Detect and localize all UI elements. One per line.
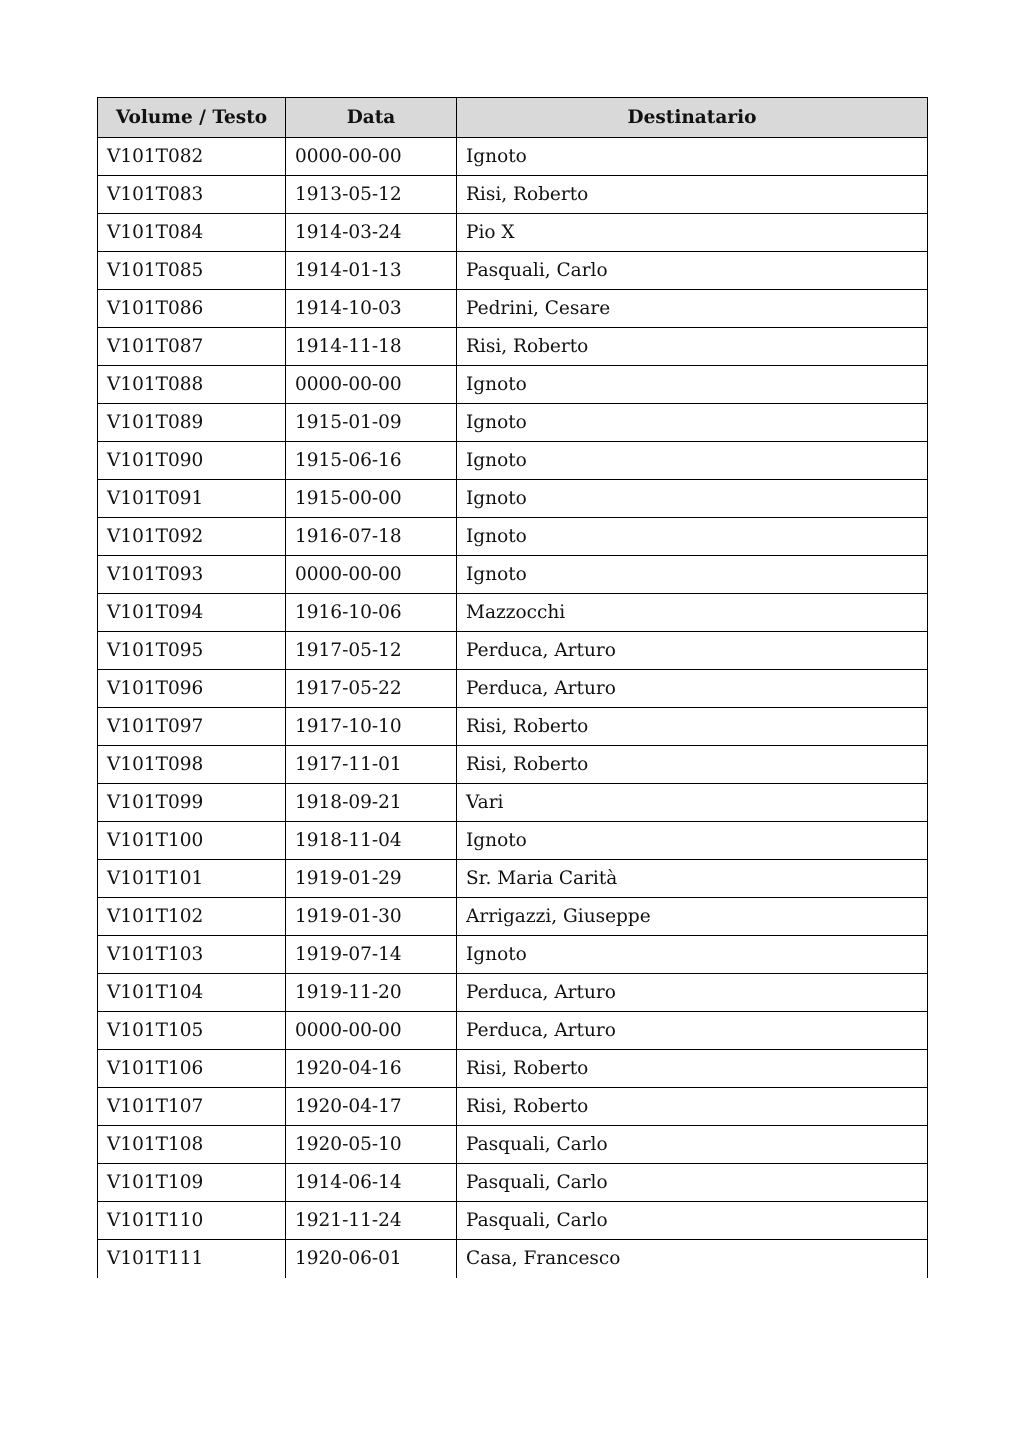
cell-data: 1918-11-04 bbox=[286, 822, 457, 860]
cell-data: 1916-07-18 bbox=[286, 518, 457, 556]
cell-volume-testo: V101T086 bbox=[98, 290, 286, 328]
cell-volume-testo: V101T093 bbox=[98, 556, 286, 594]
table-row bbox=[98, 860, 928, 898]
cell-destinatario: Risi, Roberto bbox=[457, 708, 928, 746]
letters-index-table bbox=[97, 97, 928, 1278]
cell-data: 1916-10-06 bbox=[286, 594, 457, 632]
cell-destinatario: Ignoto bbox=[457, 480, 928, 518]
table-row bbox=[98, 1240, 928, 1278]
table-row bbox=[98, 822, 928, 860]
table-row bbox=[98, 670, 928, 708]
cell-volume-testo: V101T084 bbox=[98, 214, 286, 252]
cell-destinatario: Pio X bbox=[457, 214, 928, 252]
cell-destinatario: Ignoto bbox=[457, 556, 928, 594]
table-row bbox=[98, 1012, 928, 1050]
cell-volume-testo: V101T110 bbox=[98, 1202, 286, 1240]
cell-volume-testo: V101T098 bbox=[98, 746, 286, 784]
cell-volume-testo: V101T101 bbox=[98, 860, 286, 898]
cell-data: 1914-01-13 bbox=[286, 252, 457, 290]
cell-volume-testo: V101T099 bbox=[98, 784, 286, 822]
cell-data: 1915-00-00 bbox=[286, 480, 457, 518]
cell-destinatario: Perduca, Arturo bbox=[457, 974, 928, 1012]
cell-destinatario: Ignoto bbox=[457, 138, 928, 176]
cell-destinatario: Sr. Maria Carità bbox=[457, 860, 928, 898]
table-row bbox=[98, 1050, 928, 1088]
header-row bbox=[98, 98, 928, 138]
cell-data: 1919-01-29 bbox=[286, 860, 457, 898]
cell-data: 1919-01-30 bbox=[286, 898, 457, 936]
cell-volume-testo: V101T089 bbox=[98, 404, 286, 442]
column-header-data: Data bbox=[286, 98, 457, 138]
cell-destinatario: Vari bbox=[457, 784, 928, 822]
cell-data: 1920-06-01 bbox=[286, 1240, 457, 1278]
cell-volume-testo: V101T091 bbox=[98, 480, 286, 518]
table-row bbox=[98, 252, 928, 290]
cell-data: 1919-11-20 bbox=[286, 974, 457, 1012]
cell-destinatario: Mazzocchi bbox=[457, 594, 928, 632]
cell-volume-testo: V101T092 bbox=[98, 518, 286, 556]
cell-data: 1913-05-12 bbox=[286, 176, 457, 214]
cell-volume-testo: V101T104 bbox=[98, 974, 286, 1012]
cell-data: 1914-03-24 bbox=[286, 214, 457, 252]
cell-volume-testo: V101T096 bbox=[98, 670, 286, 708]
cell-destinatario: Risi, Roberto bbox=[457, 746, 928, 784]
cell-data: 1915-01-09 bbox=[286, 404, 457, 442]
table-row bbox=[98, 594, 928, 632]
document-page bbox=[97, 97, 927, 1278]
table-body bbox=[98, 138, 928, 1278]
table-row bbox=[98, 480, 928, 518]
cell-volume-testo: V101T106 bbox=[98, 1050, 286, 1088]
table-row bbox=[98, 898, 928, 936]
cell-data: 1914-10-03 bbox=[286, 290, 457, 328]
cell-destinatario: Risi, Roberto bbox=[457, 328, 928, 366]
cell-destinatario: Pasquali, Carlo bbox=[457, 1164, 928, 1202]
table-header bbox=[98, 98, 928, 138]
table-row bbox=[98, 1088, 928, 1126]
cell-destinatario: Pasquali, Carlo bbox=[457, 252, 928, 290]
cell-destinatario: Ignoto bbox=[457, 442, 928, 480]
cell-data: 0000-00-00 bbox=[286, 556, 457, 594]
cell-destinatario: Ignoto bbox=[457, 518, 928, 556]
cell-destinatario: Arrigazzi, Giuseppe bbox=[457, 898, 928, 936]
table-row bbox=[98, 366, 928, 404]
cell-destinatario: Pedrini, Cesare bbox=[457, 290, 928, 328]
table-row bbox=[98, 328, 928, 366]
cell-volume-testo: V101T111 bbox=[98, 1240, 286, 1278]
cell-data: 1917-11-01 bbox=[286, 746, 457, 784]
cell-volume-testo: V101T108 bbox=[98, 1126, 286, 1164]
cell-volume-testo: V101T082 bbox=[98, 138, 286, 176]
cell-destinatario: Risi, Roberto bbox=[457, 1050, 928, 1088]
table-row bbox=[98, 214, 928, 252]
cell-volume-testo: V101T107 bbox=[98, 1088, 286, 1126]
cell-volume-testo: V101T083 bbox=[98, 176, 286, 214]
cell-data: 1921-11-24 bbox=[286, 1202, 457, 1240]
table-row bbox=[98, 556, 928, 594]
cell-volume-testo: V101T095 bbox=[98, 632, 286, 670]
cell-data: 1914-06-14 bbox=[286, 1164, 457, 1202]
cell-volume-testo: V101T088 bbox=[98, 366, 286, 404]
cell-destinatario: Perduca, Arturo bbox=[457, 632, 928, 670]
cell-volume-testo: V101T087 bbox=[98, 328, 286, 366]
cell-destinatario: Perduca, Arturo bbox=[457, 1012, 928, 1050]
cell-destinatario: Ignoto bbox=[457, 822, 928, 860]
cell-volume-testo: V101T102 bbox=[98, 898, 286, 936]
cell-destinatario: Pasquali, Carlo bbox=[457, 1202, 928, 1240]
column-header-destinatario: Destinatario bbox=[457, 98, 928, 138]
cell-data: 1917-05-12 bbox=[286, 632, 457, 670]
cell-destinatario: Risi, Roberto bbox=[457, 176, 928, 214]
cell-data: 0000-00-00 bbox=[286, 1012, 457, 1050]
table-row bbox=[98, 518, 928, 556]
cell-destinatario: Casa, Francesco bbox=[457, 1240, 928, 1278]
cell-data: 1918-09-21 bbox=[286, 784, 457, 822]
cell-volume-testo: V101T105 bbox=[98, 1012, 286, 1050]
table-row bbox=[98, 632, 928, 670]
cell-volume-testo: V101T109 bbox=[98, 1164, 286, 1202]
cell-data: 1920-05-10 bbox=[286, 1126, 457, 1164]
cell-volume-testo: V101T085 bbox=[98, 252, 286, 290]
cell-data: 0000-00-00 bbox=[286, 366, 457, 404]
cell-destinatario: Pasquali, Carlo bbox=[457, 1126, 928, 1164]
table-row bbox=[98, 442, 928, 480]
table-row bbox=[98, 708, 928, 746]
table-row bbox=[98, 784, 928, 822]
cell-data: 1917-05-22 bbox=[286, 670, 457, 708]
cell-destinatario: Ignoto bbox=[457, 936, 928, 974]
cell-volume-testo: V101T094 bbox=[98, 594, 286, 632]
table-row bbox=[98, 1202, 928, 1240]
cell-data: 1919-07-14 bbox=[286, 936, 457, 974]
cell-destinatario: Risi, Roberto bbox=[457, 1088, 928, 1126]
column-header-volume-testo: Volume / Testo bbox=[98, 98, 286, 138]
cell-data: 1920-04-17 bbox=[286, 1088, 457, 1126]
cell-data: 1914-11-18 bbox=[286, 328, 457, 366]
cell-destinatario: Perduca, Arturo bbox=[457, 670, 928, 708]
table-row bbox=[98, 176, 928, 214]
table-row bbox=[98, 290, 928, 328]
cell-volume-testo: V101T097 bbox=[98, 708, 286, 746]
table-row bbox=[98, 1126, 928, 1164]
table-row bbox=[98, 974, 928, 1012]
cell-data: 1917-10-10 bbox=[286, 708, 457, 746]
table-row bbox=[98, 404, 928, 442]
table-row bbox=[98, 936, 928, 974]
cell-data: 1915-06-16 bbox=[286, 442, 457, 480]
cell-destinatario: Ignoto bbox=[457, 366, 928, 404]
cell-destinatario: Ignoto bbox=[457, 404, 928, 442]
cell-volume-testo: V101T103 bbox=[98, 936, 286, 974]
cell-data: 1920-04-16 bbox=[286, 1050, 457, 1088]
table-row bbox=[98, 746, 928, 784]
cell-data: 0000-00-00 bbox=[286, 138, 457, 176]
cell-volume-testo: V101T100 bbox=[98, 822, 286, 860]
table-row bbox=[98, 1164, 928, 1202]
cell-volume-testo: V101T090 bbox=[98, 442, 286, 480]
table-row bbox=[98, 138, 928, 176]
